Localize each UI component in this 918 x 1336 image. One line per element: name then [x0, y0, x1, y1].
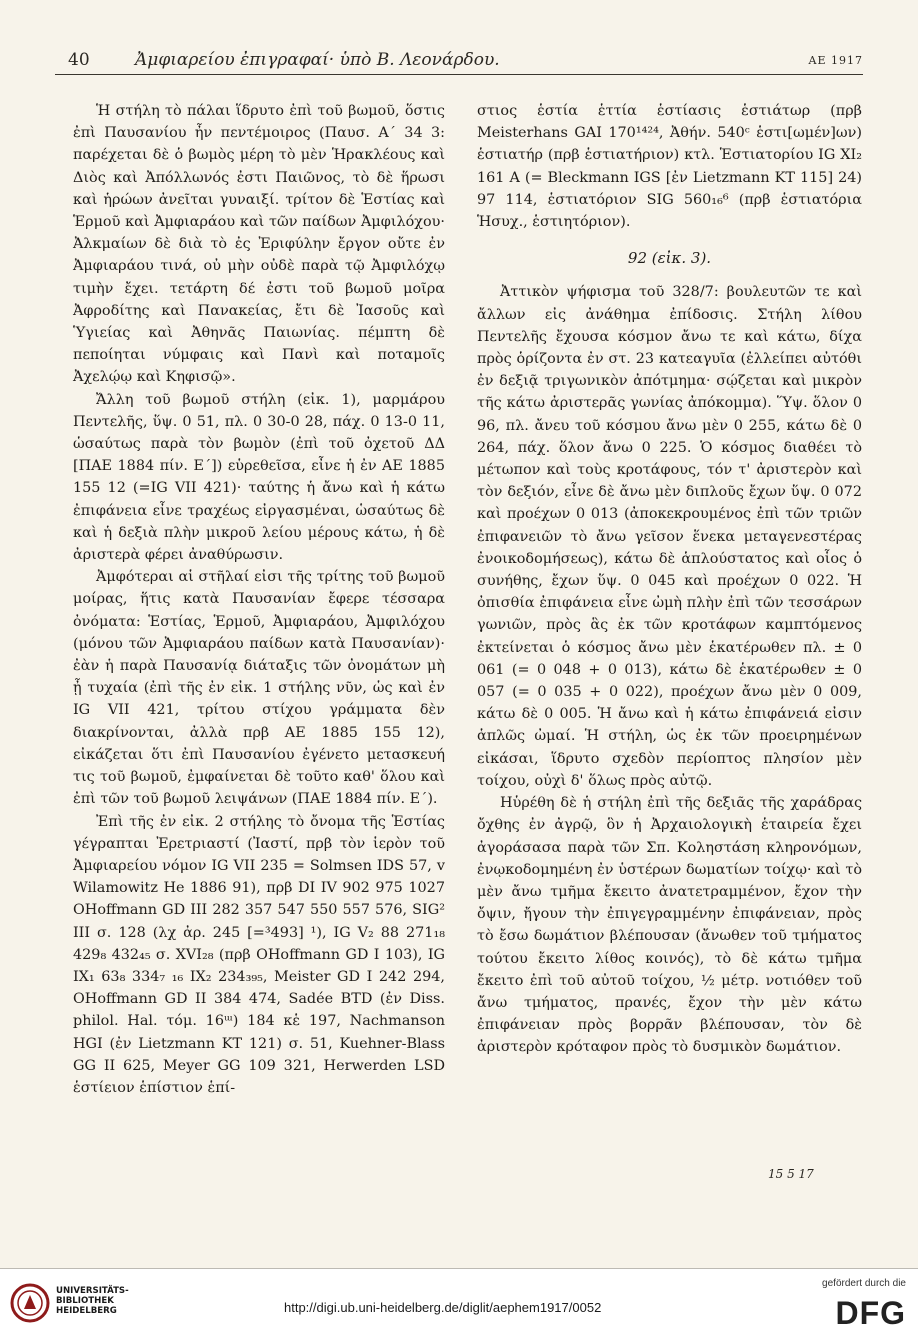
library-name-line-1: UNIVERSITÄTS- [56, 1286, 129, 1296]
dfg-logo: DFG [835, 1295, 906, 1331]
header-rule [55, 74, 863, 75]
left-column [73, 100, 445, 1099]
permalink-url[interactable]: http://digi.ub.uni-heidelberg.de/diglit/aephem1917/0052 [284, 1300, 602, 1315]
running-title: Ἀμφιαρείου ἐπιγραφαί· ὑπὸ Β. Λεονάρδου. [135, 50, 500, 70]
library-name-line-3: HEIDELBERG [56, 1306, 117, 1316]
heidelberg-library-seal-icon [10, 1283, 50, 1323]
left-paragraph-4: Ἐπὶ τῆς ἐν εἰκ. 2 στήλης τὸ ὄνομα τῆς Ἑστίας γέγραπται Ἐρετριαστί (Ἰαστί, πρβ τὸν ἱερὸν τοῦ Ἀμφιαρείου νόμον IG VII 235 = Solmsen IDS 57, v Wilamowitz He 1886 91), πρβ DI IV 902 975 1027 OHoffmann GD III 282 357 547 550 557 576, SIG² III σ. 128 (λχ ἀρ. 245 [=³493] ¹), IG V₂ 88 271₁₈ 429₈ 432₄₅ σ. XVI₂₈ (πρβ OHoffmann GD I 103), IG IX₁ 63₈ 334₇ ₁₆ IX₂ 234₃₉₅, Meister GD I 242 294, OHoffmann GD II 384 474, Sadée BTD (ἐν Diss. philol. Hal. τόμ. 16ᵚ) 184 κἑ 197, Nachmanson HGI (ἐν Lietzmann KT 121) σ. 51, Kuehner-Blass GG II 625, Meyer GG 109 321, Herwerden LSD ἑστίειον ἑπίστιον ἑπί- [73, 813, 445, 1096]
printer-signature: 15 5 17 [768, 1167, 814, 1181]
library-name-line-2: BIBLIOTHEK [56, 1296, 114, 1306]
page-header [55, 40, 863, 74]
page-number: 40 [68, 50, 90, 70]
right-paragraph-2: Ἀττικὸν ψήφισμα τοῦ 328/7: βουλευτῶν τε καὶ ἄλλων εἰς ἀνάθημα ἐπίδοσις. Στήλη λίθου Πεντελῆς ἔχουσα κόσμον ἄνω τε καὶ κάτω, δίχα πρὸς ὁρίζοντα ἐν στ. 23 κατεαγυῖα (ἐλλείπει αὐτόθι ἐν δεξιᾷ τριγωνικὸν ἀπότμημα· σῴζεται καὶ μικρὸν τῆς κάτω ἀριστερᾶς γωνίας ἀπόκομμα). Ὕψ. ὅλον 0 96, πλ. ἄνευ τοῦ κόσμου ἄνω μὲν 0 255, κάτω δὲ 0 264, πάχ. ὅλον ἄνω 0 225. Ὁ κόσμος διαθέει τὸ μέτωπον καὶ τοὺς κροτάφους, τόν τ' ἀριστερὸν καὶ τὸν δεξιόν, εἶνε δὲ ἄνω μὲν διπλοῦς ἔχων ὕψ. 0 072 καὶ προέχων 0 013 (ἀποκεκρουμένος ἐπὶ τῶν τριῶν ἐπιφανειῶν τὸ ἄνω γεῖσον ἕνεκα μεταγενεστέρας ἐνοικοδομήσεως), κάτω δὲ ἁπλούστατος καὶ οἷος ὁ συνήθης, ἔχων ὕψ. 0 045 καὶ προέχων 0 022. Ἡ ὀπισθία ἐπιφάνεια εἶνε ὠμὴ πλὴν ἐπὶ τῶν τεσσάρων γωνιῶν, πρὸς ἃς ἐκ τῶν κροτάφων καμπτόμενος ἐκτείνεται ὁ κόσμος ἄνω μὲν ἑκατέρωθεν πλ. ± 0 061 (= 0 048 + 0 013), κάτω δὲ ἑκατέρωθεν ± 0 057 (= 0 035 + 0 022), προέχων ἄνω μὲν 0 009, κάτω δὲ 0 005. Ἡ ἄνω καὶ ἡ κάτω ἐπιφάνειά εἰσιν ἁπλῶς ὠμαί. Ἡ στήλη, ὡς ἐκ τῶν προειρημένων εἰκάσαι, ἵδρυτο σχεδὸν περίοπτος πλησίον μὲν τοίχου, οὐχὶ δ' ὅλως πρὸς αὐτῷ. [477, 284, 862, 789]
left-paragraph-2: Ἄλλη τοῦ βωμοῦ στήλη (εἰκ. 1), μαρμάρου Πεντελῆς, ὕψ. 0 51, πλ. 0 30-0 28, πάχ. 0 13-0 11, ὡσαύτως παρὰ τὸν βωμὸν (ἐπὶ τοῦ ὀχετοῦ ΔΔ [ΠΑΕ 1884 πίν. Ε΄]) εὑρεθεῖσα, εἶνε ἡ ἐν ΑΕ 1885 155 12 (=IG VII 421)· ταύτης ἡ ἄνω καὶ ἡ κάτω ἐπιφάνεια εἶνε τραχέως εἰργασμέναι, ὡσαύτως δὲ καὶ ἡ δεξιὰ πλὴν μικροῦ λείου μέρους κάτω, ἡ δὲ ἀριστερὰ φέρει ἀναθύρωσιν. [73, 391, 445, 564]
right-paragraph-3: Ηὑρέθη δὲ ἡ στήλη ἐπὶ τῆς δεξιᾶς τῆς χαράδρας ὄχθης ἐν ἀγρῷ, ὃν ἡ Ἀρχαιολογικὴ ἑταιρεία ἔχει ἀγοράσασα παρὰ τῶν Σπ. Κοληστάση κληρονόμων, ἐνῳκοδομημένη ἐν ὑστέρων δωματίων τοίχῳ· καὶ τὸ μὲν ἄνω τμῆμα ἔκειτο ἀνατετραμμένον, ἔχον τὴν ὄψιν, ἤγουν τὴν ἐπιγεγραμμένην ἐπιφάνειαν, πρὸς τὸ ἔσω δωμάτιον βλέπουσαν (ἄνωθεν τοῦ τμήματος τούτου ἔκειτο λίθος κοινός), τὸ δὲ κάτω τμῆμα ἔκειτο ἐπὶ τοῦ αὐτοῦ τοίχου, ½ μέτρ. νοτιόθεν τοῦ ἄνω τμήματος, πρανές, ἔχον τὴν μὲν κάτω ἐπιφάνειαν πρὸς βορρᾶν βλέπουσαν, τὸν δὲ ἀριστερὸν κρόταφον πρὸς τὸ δυσμικὸν δωμάτιον. [477, 795, 862, 1056]
digitization-footer [0, 1268, 918, 1336]
journal-label: ΑΕ 1917 [808, 54, 863, 67]
left-paragraph-3: Ἀμφότεραι αἱ στῆλαί εἰσι τῆς τρίτης τοῦ βωμοῦ μοίρας, ἥτις κατὰ Παυσανίαν ἔφερε τέσσαρα ὀνόματα: Ἑστίας, Ἑρμοῦ, Ἀμφιαράου, Ἀμφιλόχου (μόνου τῶν Ἀμφιαράου παίδων κατὰ Παυσανίαν)· ἐὰν ἡ παρὰ Παυσανίᾳ διάταξις τῶν ὀνομάτων μὴ ᾖ τυχαία (ἐπὶ τῆς ἐν εἰκ. 1 στήλης νῦν, ὡς καὶ ἐν IG VII 421, τρίτου στίχου γράμματα δὲν διακρίνονται, ἀλλὰ πρβ ΑΕ 1885 155 12), εἰκάζεται ὅτι ἐπὶ Παυσανίου ἐγένετο μετασκευή τις τοῦ βωμοῦ, ἐμφαίνεται δὲ τοῦτο καθ' ὅλου καὶ ἐπὶ τῶν τοῦ βωμοῦ λειψάνων (ΠΑΕ 1884 πίν. Ε΄). [73, 569, 445, 808]
library-name [56, 1286, 129, 1316]
right-paragraph-1: στιος ἑστία ἑττία ἑστίασις ἑστιάτωρ (πρβ Meisterhans GAI 170¹⁴²⁴, Ἀθήν. 540ᶜ ἑστι[ωμέν]ων) ἑστιατήρ (πρβ ἑστιατήριον) κτλ. Ἑστιατορίου IG XI₂ 161 A (= Bleckmann IGS [ἐν Lietzmann KT 115] 24) 97 114, ἑστιατόριον SIG 560₁₆⁶ (πρβ ἑστιατόρια Ἡσυχ., ἑστιητόριον). [477, 103, 862, 231]
left-paragraph-1: Ἡ στήλη τὸ πάλαι ἵδρυτο ἐπὶ τοῦ βωμοῦ, ὅστις ἐπὶ Παυσανίου ἦν πεντέμοιρος (Παυσ. Α΄ 34 3: παρέχεται δὲ ὁ βωμὸς μέρη τὸ μὲν Ἡρακλέους καὶ Διὸς καὶ Ἀπόλλωνός ἐστι Παιῶνος, τὸ δὲ ἥρωσι καὶ ἡρώων ἀνεῖται γυναιξί. τρίτον δὲ Ἑστίας καὶ Ἑρμοῦ καὶ Ἀμφιαράου καὶ τῶν παίδων Ἀμφιλόχου· Ἀλκμαίων δὲ διὰ τὸ ἐς Ἐριφύλην ἔργον οὔτε ἐν Ἀμφιαράου τινά, οὐ μὴν οὐδὲ παρὰ τῷ Ἀμφιλόχῳ τιμὴν ἔχει. τετάρτη δέ ἐστι τοῦ βωμοῦ μοῖρα Ἀφροδίτης καὶ Πανακείας, ἔτι δὲ Ἰασοῦς καὶ Ὑγιείας καὶ Ἀθηνᾶς Παιωνίας. πέμπτη δὲ πεποίηται νύμφαις καὶ Πανὶ καὶ ποταμοῖς Ἀχελῴῳ καὶ Κηφισῷ». [73, 103, 445, 386]
section-heading: 92 (εἰκ. 3). [627, 249, 712, 268]
right-column [477, 100, 862, 1059]
funding-note: gefördert durch die [822, 1278, 906, 1289]
